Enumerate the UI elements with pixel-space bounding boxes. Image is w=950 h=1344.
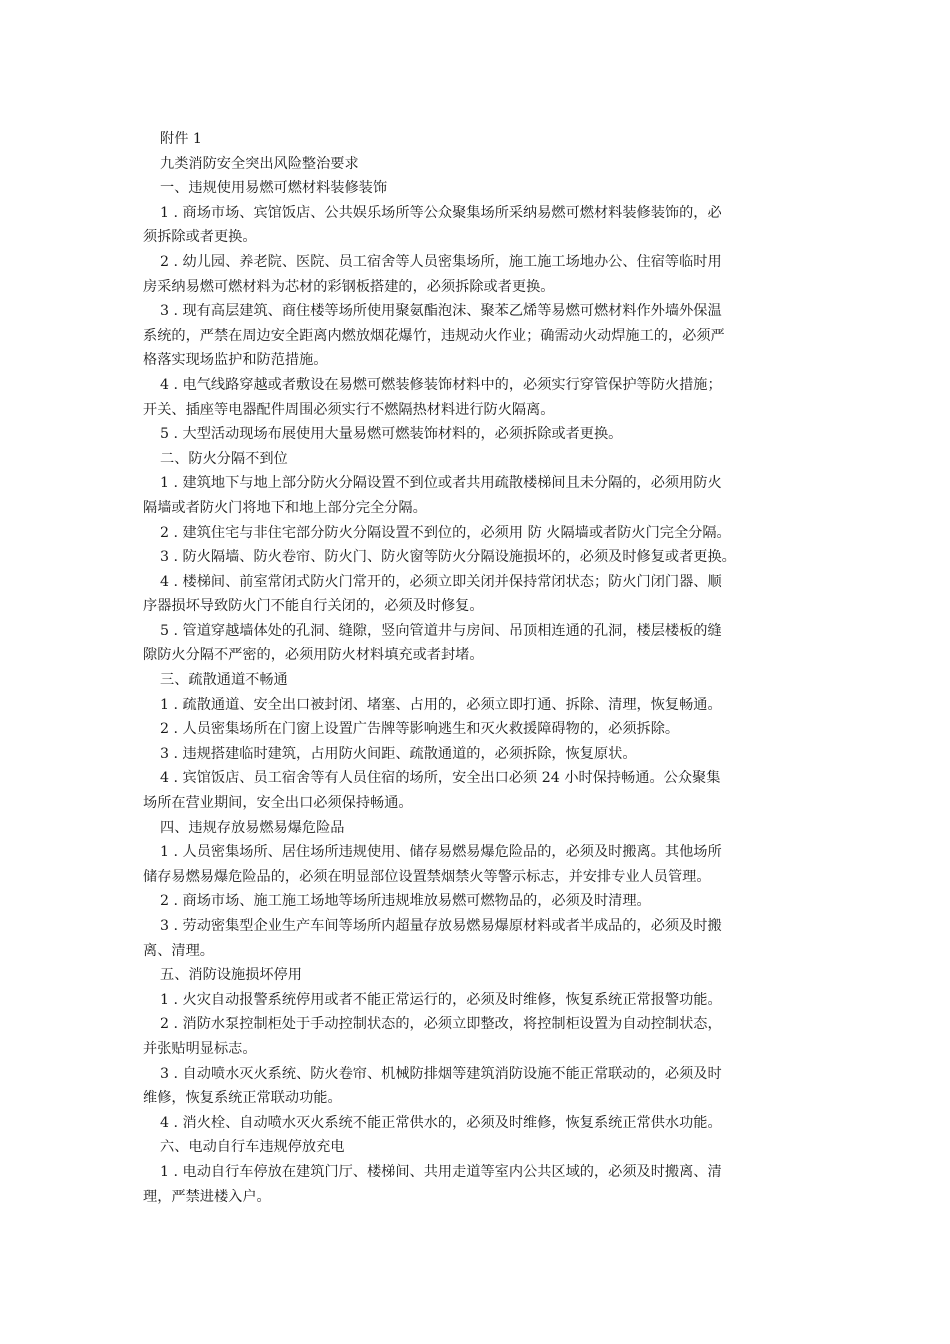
text-line: 格落实现场监护和防范措施。 (143, 352, 328, 369)
text-line: 序器损坏导致防火门不能自行关闭的，必须及时修复。 (143, 598, 484, 615)
text-line: 4 . 电气线路穿越或者敷设在易燃可燃装修装饰材料中的，必须实行穿管保护等防火措施； (160, 376, 722, 393)
text-line: 3 . 劳动密集型企业生产车间等场所内超量存放易燃易爆原材料或者半成品的，必须及时搬 (160, 918, 722, 934)
text-line: 1 . 疏散通道、安全出口被封闭、堵塞、占用的，必须立即打通、拆除、清理，恢复畅通。 (160, 696, 722, 713)
text-line: 隙防火分隔不严密的，必须用防火材料填充或者封堵。 (143, 647, 484, 664)
text-line: 储存易燃易爆危险品的，必须在明显部位设置禁烟禁火等警示标志，并安排专业人员管理。 (143, 868, 711, 885)
text-line: 4 . 宾馆饭店、员工宿舍等有人员住宿的场所，安全出口必须 24 小时保持畅通。公众聚集 (160, 770, 721, 787)
text-line: 须拆除或者更换。 (143, 229, 257, 246)
text-line: 2 . 建筑住宅与非住宅部分防火分隔设置不到位的，必须用 防 火隔墙或者防火门完全分隔。 (160, 524, 731, 541)
text-line: 4 . 楼梯间、前室常闭式防火门常开的，必须立即关闭并保持常闭状态；防火门闭门器、顺 (160, 573, 722, 590)
text-line: 二、防火分隔不到位 (160, 450, 288, 467)
text-line: 房采纳易燃可燃材料为芯材的彩钢板搭建的，必须拆除或者更换。 (143, 278, 555, 295)
text-line: 五、消防设施损坏停用 (160, 967, 302, 984)
text-line: 1 . 建筑地下与地上部分防火分隔设置不到位或者共用疏散楼梯间且未分隔的，必须用防火 (160, 475, 722, 492)
document-body (143, 127, 807, 1209)
text-line: 1 . 电动自行车停放在建筑门厅、楼梯间、共用走道等室内公共区域的，必须及时搬离、清 (160, 1163, 722, 1180)
text-line: 4 . 消火栓、自动喷水灭火系统不能正常供水的，必须及时维修，恢复系统正常供水功能。 (160, 1114, 722, 1131)
text-line: 理，严禁进楼入户。 (143, 1188, 271, 1205)
text-line: 四、违规存放易燃易爆危险品 (160, 819, 345, 836)
text-line: 1 . 商场市场、宾馆饭店、公共娱乐场所等公众聚集场所采纳易燃可燃材料装修装饰的，必 (160, 204, 722, 221)
text-line: 三、疏散通道不畅通 (160, 672, 288, 689)
text-line: 并张贴明显标志。 (143, 1040, 257, 1057)
document-lines (143, 176, 807, 1209)
text-line: 开关、插座等电器配件周围必须实行不燃隔热材料进行防火隔离。 (143, 401, 555, 418)
text-line: 维修，恢复系统正常联动功能。 (143, 1090, 342, 1107)
text-line: 系统的，严禁在周边安全距离内燃放烟花爆竹，违规动火作业；确需动火动焊施工的，必须严 (143, 327, 725, 344)
attachment-label: 附件 1 (160, 131, 202, 147)
text-line: 隔墙或者防火门将地下和地上部分完全分隔。 (143, 499, 427, 516)
text-line: 六、电动自行车违规停放充电 (160, 1139, 345, 1156)
text-line: 2 . 人员密集场所在门窗上设置广告牌等影响逃生和灭火救援障碍物的，必须拆除。 (160, 721, 680, 738)
text-line: 2 . 幼儿园、养老院、医院、员工宿舍等人员密集场所，施工施工场地办公、住宿等临时用 (160, 253, 722, 270)
text-line: 3 . 自动喷水灭火系统、防火卷帘、机械防排烟等建筑消防设施不能正常联动的，必须及时 (160, 1065, 722, 1082)
text-line: 2 . 消防水泵控制柜处于手动控制状态的，必须立即整改，将控制柜设置为自动控制状态， (160, 1016, 722, 1033)
text-line: 5 . 大型活动现场布展使用大量易燃可燃装饰材料的，必须拆除或者更换。 (160, 426, 623, 443)
text-line: 离、清理。 (143, 942, 214, 959)
text-line: 3 . 防火隔墙、防火卷帘、防火门、防火窗等防火分隔设施损坏的，必须及时修复或者更换。 (160, 549, 736, 566)
text-line: 1 . 火灾自动报警系统停用或者不能正常运行的，必须及时维修，恢复系统正常报警功能。 (160, 991, 722, 1008)
text-line: 一、违规使用易燃可燃材料装修装饰 (160, 180, 388, 197)
text-line: 场所在营业期间，安全出口必须保持畅通。 (143, 795, 413, 812)
text-line: 3 . 现有高层建筑、商住楼等场所使用聚氨酯泡沫、聚苯乙烯等易燃可燃材料作外墙外保温 (160, 303, 722, 320)
text-line: 3 . 违规搭建临时建筑，占用防火间距、疏散通道的，必须拆除，恢复原状。 (160, 745, 637, 762)
text-line: 1 . 人员密集场所、居住场所违规使用、储存易燃易爆危险品的，必须及时搬离。其他场所 (160, 844, 722, 861)
document-title: 九类消防安全突出风险整治要求 (160, 155, 359, 172)
text-line: 5 . 管道穿越墙体处的孔洞、缝隙，竖向管道井与房间、吊顶相连通的孔洞，楼层楼板的缝 (160, 622, 722, 639)
text-line: 2 . 商场市场、施工施工场地等场所违规堆放易燃可燃物品的，必须及时清理。 (160, 893, 651, 910)
